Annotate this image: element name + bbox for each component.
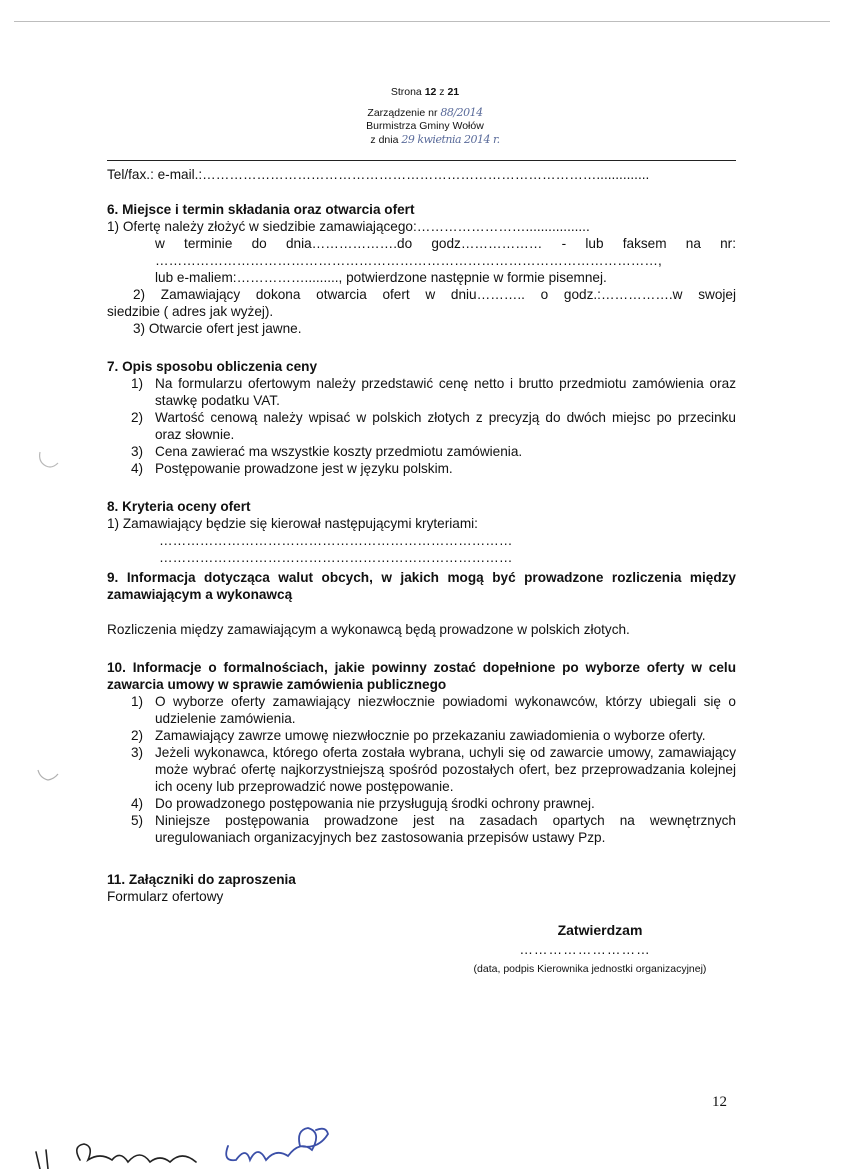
punch-hole-mark-lower xyxy=(38,770,58,780)
section-8-line-1: 1) Zamawiający będzie się kierował następującymi kryteriami: xyxy=(107,516,478,531)
section-9 xyxy=(107,569,736,638)
list-item: 5) Niniejsze postępowania prowadzone jest na zasadach opartych na wewnętrznych uregulowaniach organizacyjnych bez zastosowania przepisów ustawy Pzp. xyxy=(131,813,736,845)
list-item: 1) O wyborze oferty zamawiający niezwłocznie powiadomi wykonawców, którzy ubiegali się o udzielenie zamówienia. xyxy=(131,694,736,726)
section-6-line-3: …………………………………………………………………………………………………, xyxy=(155,253,662,268)
signature-dots: ……………………… xyxy=(519,942,651,957)
date-line: z dnia 29 kwietnia 2014 r. xyxy=(370,133,500,146)
section-8 xyxy=(107,498,736,566)
page-header xyxy=(0,86,850,147)
section-9-text: Rozliczenia między zamawiającym a wykonawcą będą prowadzone w polskich złotych. xyxy=(107,622,630,637)
list-item: 3) Jeżeli wykonawca, którego oferta została wybrana, uchyli się od zawarcie umowy, zamawiający może wybrać ofertę najkorzystniejszą spośród pozostałych ofert, bez przeprowadzania kolejnej ich oceny lub przeprowadzić nowe postępowanie. xyxy=(131,745,736,794)
section-6-line-6: siedzibie ( adres jak wyżej). xyxy=(107,304,274,319)
section-11-text: Formularz ofertowy xyxy=(107,889,224,904)
section-6 xyxy=(107,201,736,337)
section-10 xyxy=(107,659,736,846)
section-11 xyxy=(107,871,736,905)
signature-caption: (data, podpis Kierownika jednostki organizacyjnej) xyxy=(473,963,707,975)
punch-hole-mark-upper xyxy=(40,452,58,467)
approval-label: Zatwierdzam xyxy=(557,922,643,938)
section-6-line-4: lub e-maliem:……………........., potwierdzone następnie w formie pisemnej. xyxy=(155,270,607,285)
header-rule xyxy=(107,160,736,161)
order-number-line: Zarządzenie nr 88/2014 xyxy=(367,106,483,119)
section-7 xyxy=(107,358,736,477)
page-counter: Strona 12 z 21 xyxy=(390,86,460,98)
section-9-title: 9. Informacja dotycząca walut obcych, w jakich mogą być prowadzone rozliczenia między zamawiającym a wykonawcą xyxy=(107,570,736,602)
list-item: 4) Do prowadzonego postępowania nie przysługują środki ochrony prawnej. xyxy=(131,796,595,811)
section-6-line-1: 1) Ofertę należy złożyć w siedzibie zamawiającego:……………………................. xyxy=(107,219,590,234)
contact-line: Tel/fax.: e-mail.:…………………………………………………………………………….............. xyxy=(107,167,650,182)
list-item: 4) Postępowanie prowadzone jest w języku polskim. xyxy=(131,461,453,476)
section-8-title: 8. Kryteria oceny ofert xyxy=(107,499,251,514)
section-6-title: 6. Miejsce i termin składania oraz otwarcia ofert xyxy=(107,202,415,217)
issuer-line: Burmistrza Gminy Wołów xyxy=(366,120,484,132)
list-item: 2) Zamawiający zawrze umowę niezwłocznie po przekazaniu zawiadomienia o wyborze oferty. xyxy=(131,728,706,743)
page-number: 12 xyxy=(712,1094,727,1110)
handwritten-date: 29 kwietnia 2014 r. xyxy=(401,133,500,146)
section-8-dots-1: …………………………………………………………………… xyxy=(159,533,513,548)
handwritten-order-number: 88/2014 xyxy=(440,106,483,119)
handwritten-signature xyxy=(36,1128,328,1169)
section-8-dots-2: …………………………………………………………………… xyxy=(159,550,513,565)
section-6-line-5: 2) Zamawiający dokona otwarcia ofert w dniu……….. o godz.:…………….w swojej xyxy=(133,287,736,302)
section-10-title: 10. Informacje o formalnościach, jakie powinny zostać dopełnione po wyborze oferty w celu zawarcia umowy w sprawie zamówienia publicznego xyxy=(107,660,736,692)
section-6-line-7: 3) Otwarcie ofert jest jawne. xyxy=(133,321,302,336)
section-7-title: 7. Opis sposobu obliczenia ceny xyxy=(107,359,317,374)
section-6-line-2: w terminie do dnia……………….do godz……………… - lub faksem na nr: xyxy=(155,236,736,251)
section-11-title: 11. Załączniki do zaproszenia xyxy=(107,872,296,887)
scan-top-line xyxy=(14,21,830,22)
list-item: 3) Cena zawierać ma wszystkie koszty przedmiotu zamówienia. xyxy=(131,444,523,459)
list-item: 2) Wartość cenową należy wpisać w polskich złotych z precyzją do dwóch miejsc po przecinku oraz słownie. xyxy=(131,410,736,442)
list-item: 1) Na formularzu ofertowym należy przedstawić cenę netto i brutto przedmiotu zamówienia oraz stawkę podatku VAT. xyxy=(131,376,736,408)
